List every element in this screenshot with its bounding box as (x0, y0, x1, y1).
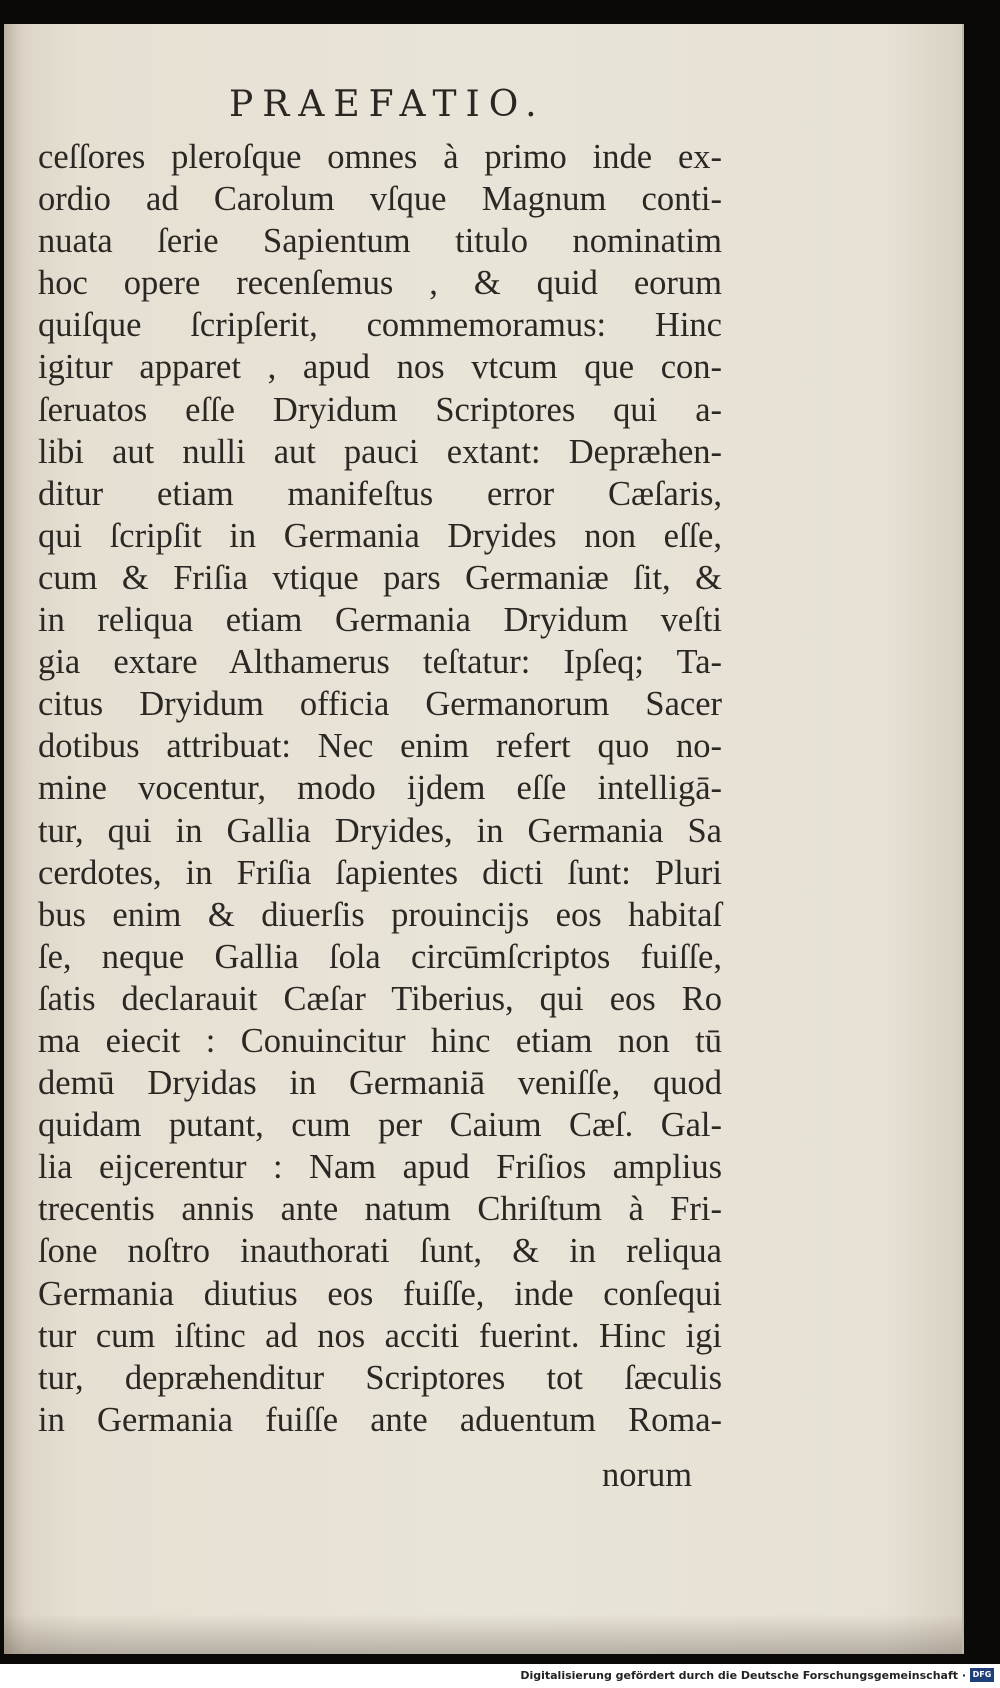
text-line: dotibus attribuat: Nec enim refert quo no- (38, 727, 722, 766)
text-line: lia eijcerentur : Nam apud Friſios amplius (38, 1148, 722, 1187)
text-line: trecentis annis ante natum Chriſtum à Fri- (38, 1190, 722, 1229)
text-line: quidam putant, cum per Caium Cæſ. Gal- (38, 1106, 722, 1145)
text-line: qui ſcripſit in Germania Dryides non eſſe, (38, 516, 722, 555)
text-line: tur, qui in Gallia Dryides, in Germania Sa (38, 811, 722, 850)
text-line: tur, depræhenditur Scriptores tot ſæculis (38, 1358, 722, 1397)
text-line: ſeruatos eſſe Dryidum Scriptores qui a- (38, 390, 722, 429)
text-line: gia extare Althamerus teſtatur: Ipſeq; Ta- (38, 643, 722, 682)
text-line: nuata ſerie Sapientum titulo nominatim (38, 222, 722, 261)
text-line: ma eiecit : Conuincitur hinc etiam non tū (38, 1021, 722, 1060)
text-line: ceſſores pleroſque omnes à primo inde ex- (38, 138, 722, 176)
catchword: norum (602, 1456, 693, 1494)
text-line: in reliqua etiam Germania Dryidum veſti (38, 601, 722, 640)
text-line: hoc opere recenſemus , & quid eorum (38, 264, 722, 303)
text-line: ſone noſtro inauthorati ſunt, & in reliqua (38, 1232, 722, 1271)
funding-credit: Digitalisierung gefördert durch die Deutsche Forschungsgemeinschaft · (520, 1669, 966, 1682)
text-line: cerdotes, in Friſia ſapientes dicti ſunt: Pluri (38, 853, 722, 892)
body-text (38, 136, 722, 1441)
text-line: quiſque ſcripſerit, commemoramus: Hinc (38, 306, 722, 345)
page-bottom-shadow (4, 1614, 962, 1654)
text-line: Germania diutius eos fuiſſe, inde conſequi (38, 1274, 722, 1313)
book-page (4, 24, 964, 1654)
text-line: ordio ad Carolum vſque Magnum conti- (38, 180, 722, 219)
text-line: citus Dryidum officia Germanorum Sacer (38, 685, 722, 724)
text-line: ſe, neque Gallia ſola circūmſcriptos fuiſſe, (38, 937, 722, 976)
page-gutter-shadow (4, 24, 26, 1654)
text-line: cum & Friſia vtique pars Germaniæ ſit, & (38, 558, 722, 597)
running-head: PRAEFATIO. (229, 84, 546, 125)
text-line: bus enim & diuerſis prouincijs eos habitaſ (38, 895, 722, 934)
digitization-footer (0, 1664, 1000, 1688)
text-line: in Germania fuiſſe ante aduentum Roma- (38, 1400, 722, 1439)
text-line: tur cum iſtinc ad nos acciti fuerint. Hinc igi (38, 1316, 722, 1355)
text-line: demū Dryidas in Germaniā veniſſe, quod (38, 1064, 722, 1103)
text-line: mine vocentur, modo ijdem eſſe intelligā- (38, 769, 722, 808)
text-line: libi aut nulli aut pauci extant: Depræhen- (38, 432, 722, 471)
text-line: ſatis declarauit Cæſar Tiberius, qui eos Ro (38, 979, 722, 1018)
text-line: igitur apparet , apud nos vtcum que con- (38, 348, 722, 387)
dfg-logo-icon: DFG (970, 1668, 994, 1682)
text-line: ditur etiam manifeſtus error Cæſaris, (38, 474, 722, 513)
